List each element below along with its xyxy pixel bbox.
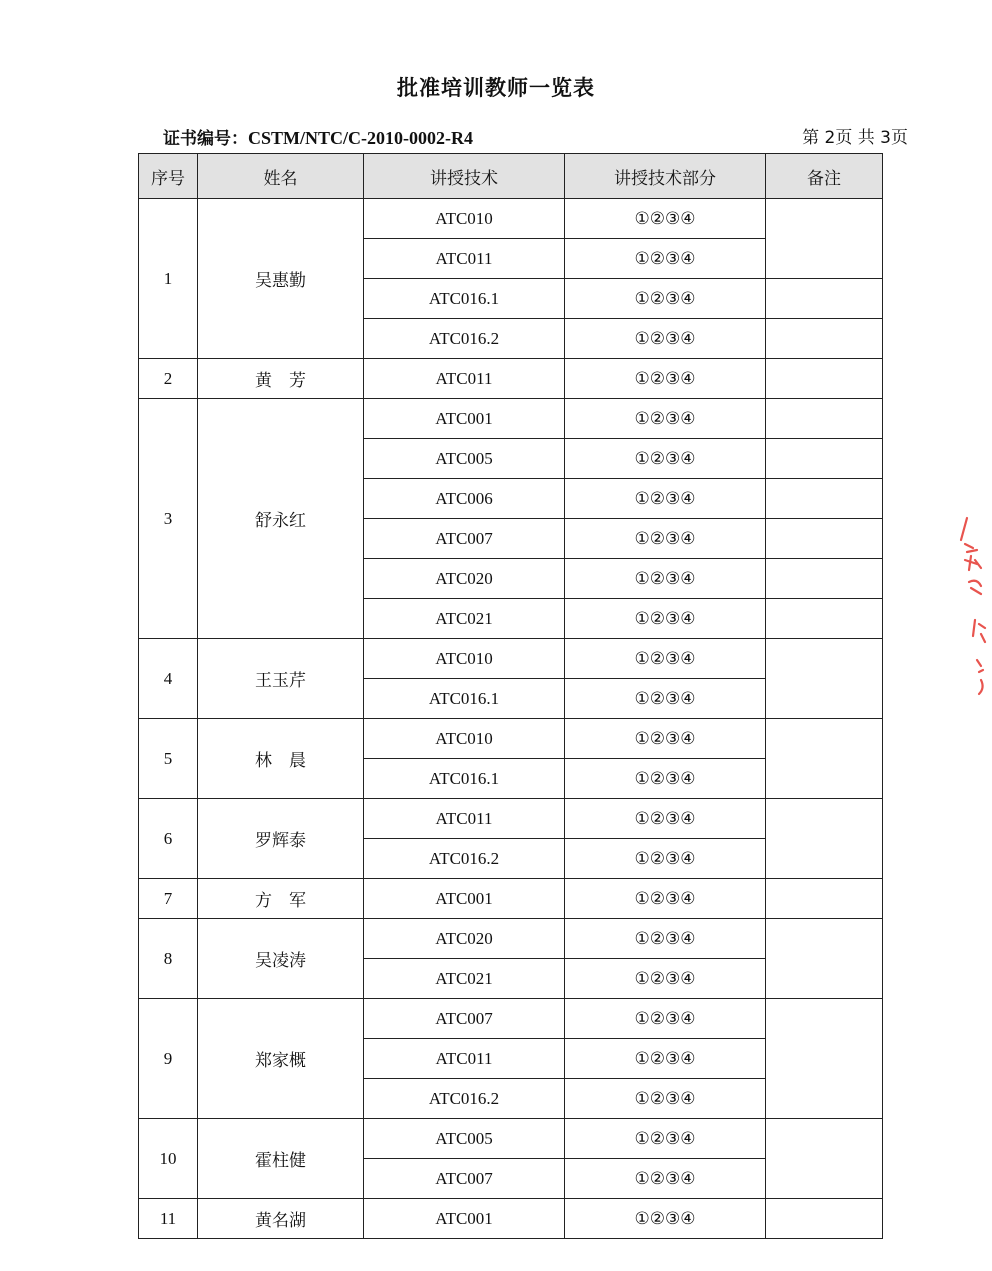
seq-cell: 4 bbox=[139, 639, 198, 719]
name-cell: 吴惠勤 bbox=[198, 199, 364, 359]
parts-cell: ①②③④ bbox=[565, 879, 766, 919]
page-title: 批准培训教师一览表 bbox=[397, 76, 595, 100]
seq-cell: 5 bbox=[139, 719, 198, 799]
name-cell: 郑家概 bbox=[198, 999, 364, 1119]
header-name: 姓名 bbox=[198, 154, 364, 199]
table-row bbox=[139, 879, 883, 919]
name-cell: 罗辉泰 bbox=[198, 799, 364, 879]
parts-cell: ①②③④ bbox=[565, 1119, 766, 1159]
name-cell: 林 晨 bbox=[198, 719, 364, 799]
notes-cell bbox=[766, 999, 883, 1119]
notes-cell bbox=[766, 439, 883, 479]
technique-cell: ATC011 bbox=[364, 359, 565, 399]
technique-cell: ATC016.2 bbox=[364, 319, 565, 359]
parts-cell: ①②③④ bbox=[565, 199, 766, 239]
notes-cell bbox=[766, 879, 883, 919]
notes-cell bbox=[766, 479, 883, 519]
technique-cell: ATC001 bbox=[364, 879, 565, 919]
notes-cell bbox=[766, 559, 883, 599]
notes-cell bbox=[766, 399, 883, 439]
parts-cell: ①②③④ bbox=[565, 759, 766, 799]
header-seq: 序号 bbox=[139, 154, 198, 199]
table-row bbox=[139, 399, 883, 439]
stamp-stroke bbox=[969, 581, 981, 594]
technique-cell: ATC021 bbox=[364, 959, 565, 999]
seq-cell: 1 bbox=[139, 199, 198, 359]
seq-cell: 8 bbox=[139, 919, 198, 999]
notes-cell bbox=[766, 919, 883, 999]
table-row bbox=[139, 1119, 883, 1159]
table-row bbox=[139, 999, 883, 1039]
parts-cell: ①②③④ bbox=[565, 719, 766, 759]
notes-cell bbox=[766, 1199, 883, 1239]
parts-cell: ①②③④ bbox=[565, 959, 766, 999]
stamp-stroke bbox=[977, 660, 983, 672]
parts-cell: ①②③④ bbox=[565, 1159, 766, 1199]
technique-cell: ATC001 bbox=[364, 399, 565, 439]
parts-cell: ①②③④ bbox=[565, 639, 766, 679]
table-row bbox=[139, 639, 883, 679]
seq-cell: 11 bbox=[139, 1199, 198, 1239]
table-row bbox=[139, 359, 883, 399]
technique-cell: ATC010 bbox=[364, 639, 565, 679]
notes-cell bbox=[766, 319, 883, 359]
parts-cell: ①②③④ bbox=[565, 439, 766, 479]
technique-cell: ATC020 bbox=[364, 559, 565, 599]
seq-cell: 7 bbox=[139, 879, 198, 919]
certificate-label: 证书编号： bbox=[163, 129, 248, 149]
parts-cell: ①②③④ bbox=[565, 1079, 766, 1119]
technique-cell: ATC006 bbox=[364, 479, 565, 519]
technique-cell: ATC001 bbox=[364, 1199, 565, 1239]
technique-cell: ATC010 bbox=[364, 199, 565, 239]
stamp-stroke bbox=[961, 518, 967, 540]
name-cell: 吴凌涛 bbox=[198, 919, 364, 999]
technique-cell: ATC016.1 bbox=[364, 759, 565, 799]
parts-cell: ①②③④ bbox=[565, 359, 766, 399]
name-cell: 王玉芹 bbox=[198, 639, 364, 719]
notes-cell bbox=[766, 359, 883, 399]
notes-cell bbox=[766, 719, 883, 799]
header-notes: 备注 bbox=[766, 154, 883, 199]
name-cell: 方 军 bbox=[198, 879, 364, 919]
technique-cell: ATC016.1 bbox=[364, 279, 565, 319]
table-row bbox=[139, 919, 883, 959]
parts-cell: ①②③④ bbox=[565, 519, 766, 559]
table-row bbox=[139, 719, 883, 759]
technique-cell: ATC020 bbox=[364, 919, 565, 959]
technique-cell: ATC005 bbox=[364, 1119, 565, 1159]
technique-cell: ATC016.2 bbox=[364, 839, 565, 879]
stamp-stroke bbox=[965, 544, 981, 570]
header-technique: 讲授技术 bbox=[364, 154, 565, 199]
name-cell: 黄 芳 bbox=[198, 359, 364, 399]
teachers-table bbox=[138, 153, 883, 1239]
technique-cell: ATC007 bbox=[364, 999, 565, 1039]
parts-cell: ①②③④ bbox=[565, 479, 766, 519]
parts-cell: ①②③④ bbox=[565, 399, 766, 439]
stamp-stroke bbox=[973, 620, 985, 642]
technique-cell: ATC016.2 bbox=[364, 1079, 565, 1119]
red-seal-stamp bbox=[945, 500, 992, 710]
name-cell: 霍柱健 bbox=[198, 1119, 364, 1199]
table-row bbox=[139, 1199, 883, 1239]
parts-cell: ①②③④ bbox=[565, 839, 766, 879]
certificate-line bbox=[163, 124, 473, 149]
table-body bbox=[139, 199, 883, 1239]
notes-cell bbox=[766, 799, 883, 879]
page-info: 第 2页 共 3页 bbox=[802, 128, 908, 148]
parts-cell: ①②③④ bbox=[565, 679, 766, 719]
notes-cell bbox=[766, 599, 883, 639]
name-cell: 舒永红 bbox=[198, 399, 364, 639]
technique-cell: ATC010 bbox=[364, 719, 565, 759]
name-cell: 黄名湖 bbox=[198, 1199, 364, 1239]
parts-cell: ①②③④ bbox=[565, 279, 766, 319]
seq-cell: 2 bbox=[139, 359, 198, 399]
seq-cell: 3 bbox=[139, 399, 198, 639]
header-parts: 讲授技术部分 bbox=[565, 154, 766, 199]
parts-cell: ①②③④ bbox=[565, 1199, 766, 1239]
header-row bbox=[139, 154, 883, 199]
technique-cell: ATC011 bbox=[364, 799, 565, 839]
parts-cell: ①②③④ bbox=[565, 319, 766, 359]
parts-cell: ①②③④ bbox=[565, 799, 766, 839]
seq-cell: 6 bbox=[139, 799, 198, 879]
seq-cell: 9 bbox=[139, 999, 198, 1119]
parts-cell: ①②③④ bbox=[565, 239, 766, 279]
technique-cell: ATC005 bbox=[364, 439, 565, 479]
table-row bbox=[139, 799, 883, 839]
notes-cell bbox=[766, 639, 883, 719]
parts-cell: ①②③④ bbox=[565, 1039, 766, 1079]
certificate-number: CSTM/NTC/C-2010-0002-R4 bbox=[248, 128, 473, 148]
table-row bbox=[139, 199, 883, 239]
notes-cell bbox=[766, 1119, 883, 1199]
parts-cell: ①②③④ bbox=[565, 919, 766, 959]
notes-cell bbox=[766, 199, 883, 279]
technique-cell: ATC021 bbox=[364, 599, 565, 639]
stamp-stroke bbox=[979, 680, 983, 694]
parts-cell: ①②③④ bbox=[565, 559, 766, 599]
technique-cell: ATC011 bbox=[364, 239, 565, 279]
notes-cell bbox=[766, 519, 883, 559]
technique-cell: ATC007 bbox=[364, 1159, 565, 1199]
technique-cell: ATC011 bbox=[364, 1039, 565, 1079]
seq-cell: 10 bbox=[139, 1119, 198, 1199]
parts-cell: ①②③④ bbox=[565, 599, 766, 639]
technique-cell: ATC007 bbox=[364, 519, 565, 559]
notes-cell bbox=[766, 279, 883, 319]
parts-cell: ①②③④ bbox=[565, 999, 766, 1039]
technique-cell: ATC016.1 bbox=[364, 679, 565, 719]
